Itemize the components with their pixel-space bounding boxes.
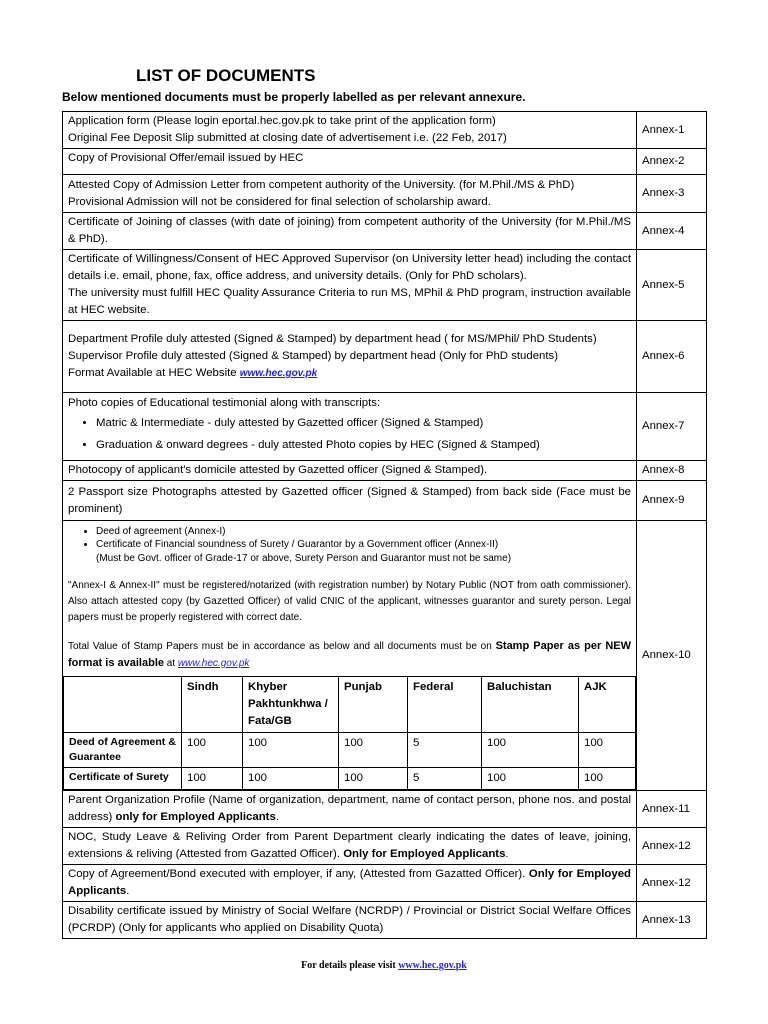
row-description xyxy=(63,521,637,791)
hec-stamp-link[interactable]: www.hec.gov.pk xyxy=(177,658,250,669)
value-cell: 5 xyxy=(408,768,482,790)
table-row xyxy=(63,481,707,521)
value-cell: 100 xyxy=(243,768,339,790)
table-row xyxy=(63,461,707,481)
annex-label: Annex-5 xyxy=(637,250,707,321)
row-description xyxy=(63,791,637,828)
format-text: Format Available at HEC Website xyxy=(68,367,237,379)
footer-text: For details please visit xyxy=(301,960,399,971)
notary-paragraph: "Annex-I & Annex-II" must be registered/notarized (with registration number) by Notary Public (NOT from oath commissioner). Also attach attested copy (by Gazetted Officer) of valid CNIC of the applicant, witnesses guarantor and surety person. Legal papers must be properly registered with correct date. xyxy=(68,580,631,623)
row-line: Certificate of Joining of classes (with date of joining) from competent authority of the University (for M.Phil./MS & PhD). xyxy=(68,216,631,245)
header-cell: Baluchistan xyxy=(482,677,579,733)
row-tail: . xyxy=(126,885,130,897)
row-line: Photocopy of applicant's domicile attested by Gazetted officer (Signed & Stamped). xyxy=(68,464,488,476)
stamp-row xyxy=(64,768,636,790)
row-line: The university must fulfill HEC Quality Assurance Criteria to run MS, MPhil & PhD program, instruction available at HEC website. xyxy=(68,287,631,316)
annex-label: Annex-6 xyxy=(637,321,707,393)
row-description xyxy=(63,393,637,461)
table-row xyxy=(63,112,707,149)
row-line: Provisional Admission will not be considered for final selection of scholarship award. xyxy=(68,195,491,208)
row-text: NOC, Study Leave & Reliving Order from Parent Department clearly indicating the dates of leave, joining, extensions & reliving (Attested from Gazatted Officer). xyxy=(68,831,631,860)
row-line: 2 Passport size Photographs attested by Gazetted officer (Signed & Stamped) from back side (Face must be prominent) xyxy=(68,485,631,515)
row-bold: only for Employed Applicants xyxy=(115,811,276,823)
row-description xyxy=(63,213,637,250)
footer-link[interactable]: www.hec.gov.pk xyxy=(398,960,467,971)
row-description xyxy=(63,321,637,393)
list-item: • Matric & Intermediate - duly attested by Gazetted officer (Signed & Stamped) xyxy=(96,415,631,432)
table-row xyxy=(63,828,707,865)
list-item: • Graduation & onward degrees - duly attested Photo copies by HEC (Signed & Stamped) xyxy=(96,437,631,454)
footer xyxy=(0,960,768,971)
annex-label: Annex-12 xyxy=(637,828,707,865)
stamp-bold: Stamp Paper as per NEW format is available xyxy=(68,640,631,669)
row-line: Copy of Provisional Offer/email issued by HEC xyxy=(68,152,304,164)
row-description xyxy=(63,865,637,902)
row-description xyxy=(63,149,637,175)
value-cell: 5 xyxy=(408,733,482,768)
annex-label: Annex-11 xyxy=(637,791,707,828)
table-row xyxy=(63,175,707,213)
stamp-paragraph xyxy=(68,638,631,672)
annex-label: Annex-4 xyxy=(637,213,707,250)
stamp-text: Total Value of Stamp Papers must be in accordance as below and all documents must be on xyxy=(68,641,496,652)
row-description xyxy=(63,481,637,521)
documents-table xyxy=(62,111,707,939)
row-text: Copy of Agreement/Bond executed with employer, if any, (Attested from Gazatted Officer). xyxy=(68,868,529,880)
row-line: Application form (Please login eportal.hec.gov.pk to take print of the application form) xyxy=(68,115,496,127)
annex-label: Annex-3 xyxy=(637,175,707,213)
row-text: Disability certificate issued by Ministry of Social Welfare (NCRDP) / Provincial or District Social Welfare Offices (PCRDP) (Only for applicants who applied on Disability Quota) xyxy=(68,905,631,934)
stamp-at: at xyxy=(164,658,178,669)
stamp-row xyxy=(64,733,636,768)
list-item: • Deed of agreement (Annex-I) xyxy=(96,525,631,538)
row-label: Certificate of Surety xyxy=(64,768,182,790)
bullet-note: (Must be Govt. officer of Grade-17 or above, Surety Person and Guarantor must not be same) xyxy=(96,553,512,564)
table-row xyxy=(63,250,707,321)
row-description xyxy=(63,461,637,481)
row-tail: . xyxy=(275,811,279,823)
header-cell: Khyber Pakhtunkhwa / Fata/GB xyxy=(243,677,339,733)
row-line: Department Profile duly attested (Signed & Stamped) by department head ( for MS/MPhil/ PhD Students) xyxy=(68,333,597,345)
page-subtitle: Below mentioned documents must be properly labelled as per relevant annexure. xyxy=(62,90,526,104)
row-line: Certificate of Willingness/Consent of HEC Approved Supervisor (on University letter head) including the contact details i.e. email, phone, fax, office address, and university details. (Only for PhD scholars). xyxy=(68,253,631,282)
value-cell: 100 xyxy=(182,733,243,768)
value-cell: 100 xyxy=(182,768,243,790)
table-row xyxy=(63,865,707,902)
value-cell: 100 xyxy=(243,733,339,768)
value-cell: 100 xyxy=(339,768,408,790)
row-line: Supervisor Profile duly attested (Signed & Stamped) by department head (Only for PhD students) xyxy=(68,350,559,362)
page-title: LIST OF DOCUMENTS xyxy=(136,66,316,85)
row-description xyxy=(63,828,637,865)
table-row xyxy=(63,149,707,175)
annex-label: Annex-1 xyxy=(637,112,707,149)
row-text: Parent Organization Profile (Name of organization, department, name of contact person, phone nos. and postal address) xyxy=(68,794,631,823)
value-cell: 100 xyxy=(339,733,408,768)
annex-label: Annex-10 xyxy=(637,521,707,791)
value-cell: 100 xyxy=(482,733,579,768)
hec-website-link[interactable]: www.hec.gov.pk xyxy=(239,368,318,379)
annex-label: Annex-2 xyxy=(637,149,707,175)
table-row xyxy=(63,902,707,939)
header-cell: Sindh xyxy=(182,677,243,733)
row-bold: Only for Employed Applicants xyxy=(68,868,631,897)
testimonial-list xyxy=(68,415,631,454)
header-cell: Federal xyxy=(408,677,482,733)
table-row xyxy=(63,321,707,393)
table-row xyxy=(63,521,707,791)
annex-label: Annex-7 xyxy=(637,393,707,461)
table-row xyxy=(63,213,707,250)
row-intro: Photo copies of Educational testimonial along with transcripts: xyxy=(68,396,381,409)
stamp-value-table xyxy=(63,676,636,790)
header-cell: AJK xyxy=(579,677,636,733)
annex-label: Annex-13 xyxy=(637,902,707,939)
table-row xyxy=(63,393,707,461)
agreement-list xyxy=(68,525,631,551)
row-line: Original Fee Deposit Slip submitted at closing date of advertisement i.e. (22 Feb, 2017) xyxy=(68,132,507,144)
table-row xyxy=(63,791,707,828)
annex-label: Annex-12 xyxy=(637,865,707,902)
annex-label: Annex-9 xyxy=(637,481,707,521)
row-line xyxy=(68,365,631,382)
stamp-header-row xyxy=(64,677,636,733)
value-cell: 100 xyxy=(579,768,636,790)
list-item: • Certificate of Financial soundness of Surety / Guarantor by a Government officer (Annex-II) xyxy=(96,538,631,551)
header-cell: Punjab xyxy=(339,677,408,733)
row-bold: Only for Employed Applicants xyxy=(343,848,506,860)
value-cell: 100 xyxy=(579,733,636,768)
value-cell: 100 xyxy=(482,768,579,790)
row-description xyxy=(63,250,637,321)
row-description xyxy=(63,112,637,149)
row-description xyxy=(63,902,637,939)
row-label: Deed of Agreement & Guarantee xyxy=(64,733,182,768)
row-tail: . xyxy=(505,848,509,860)
header-cell xyxy=(64,677,182,733)
annex-label: Annex-8 xyxy=(637,461,707,481)
row-line: Attested Copy of Admission Letter from competent authority of the University. (for M.Phil./MS & PhD) xyxy=(68,178,575,191)
row-description xyxy=(63,175,637,213)
